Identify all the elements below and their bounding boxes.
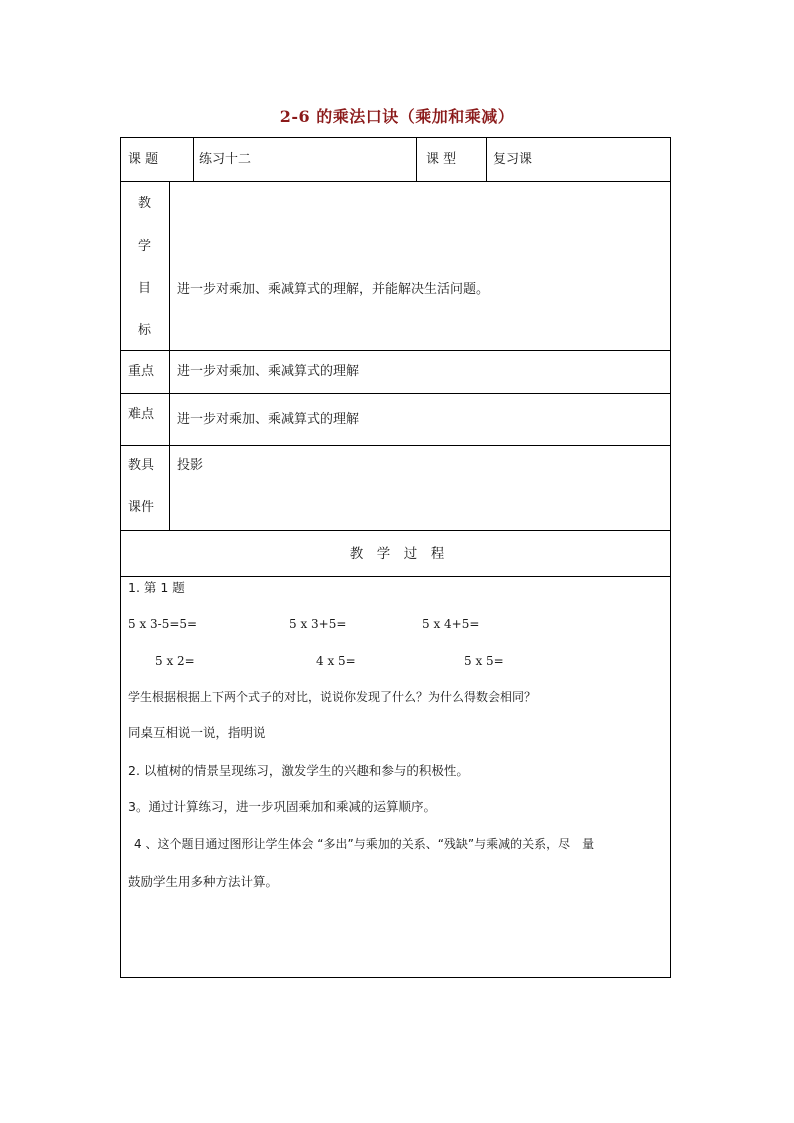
equation: 5 x 2=: [155, 654, 195, 668]
materials-label: 教具: [128, 458, 155, 473]
item2-text: 2. 以植树的情景呈现练习，激发学生的兴趣和参与的积极性。: [128, 763, 469, 778]
document-title: 2-6 的乘法口诀（乘加和乘减）: [279, 107, 515, 126]
objectives-label-char: 目: [138, 281, 152, 296]
difficulty-text: 进一步对乘加、乘减算式的理解: [177, 412, 360, 427]
item4-text-line1: 4 、这个题目通过图形让学生体会 “多出”与乘加的关系、“残缺”与乘减的关系，尽 量: [134, 837, 595, 851]
row-divider: [120, 393, 671, 394]
question-text: 学生根据根据上下两个式子的对比，说说你发现了什么？为什么得数会相同？: [128, 690, 537, 704]
equation: 5 x 5=: [464, 654, 504, 668]
row-divider: [120, 576, 671, 577]
row-divider: [120, 181, 671, 182]
equation: 5 x 3+5=: [289, 617, 347, 631]
key-point-label: 重点: [128, 364, 155, 379]
item4-text-line2: 鼓励学生用多种方法计算。: [128, 874, 279, 889]
row-divider: [120, 350, 671, 351]
course-type-value: 复习课: [493, 152, 533, 167]
objectives-text: 进一步对乘加、乘减算式的理解，并能解决生活问题。: [177, 282, 490, 297]
objectives-label-char: 学: [138, 239, 152, 254]
column-divider: [193, 137, 194, 181]
column-divider: [486, 137, 487, 181]
objectives-label-char: 教: [138, 196, 152, 211]
course-label: 课 题: [128, 152, 159, 167]
materials-label: 课件: [128, 500, 155, 515]
key-point-text: 进一步对乘加、乘减算式的理解: [177, 364, 360, 379]
row-divider: [120, 530, 671, 531]
course-value: 练习十二: [199, 152, 252, 167]
row-divider: [120, 445, 671, 446]
equation: 5 x 4+5=: [422, 617, 480, 631]
process-heading: 教 学 过 程: [349, 546, 445, 562]
difficulty-label: 难点: [128, 407, 155, 422]
column-divider: [416, 137, 417, 181]
column-divider: [169, 181, 170, 530]
item3-text: 3。通过计算练习，进一步巩固乘加和乘减的运算顺序。: [128, 799, 436, 814]
equation: 5 x 3-5=5=: [128, 617, 198, 631]
objectives-label-char: 标: [138, 323, 152, 338]
item1-title: 1. 第 1 题: [128, 580, 185, 595]
discussion-text: 同桌互相说一说，指明说: [128, 725, 266, 740]
equation: 4 x 5=: [316, 654, 356, 668]
materials-text: 投影: [177, 458, 204, 473]
course-type-label: 课 型: [426, 152, 457, 167]
